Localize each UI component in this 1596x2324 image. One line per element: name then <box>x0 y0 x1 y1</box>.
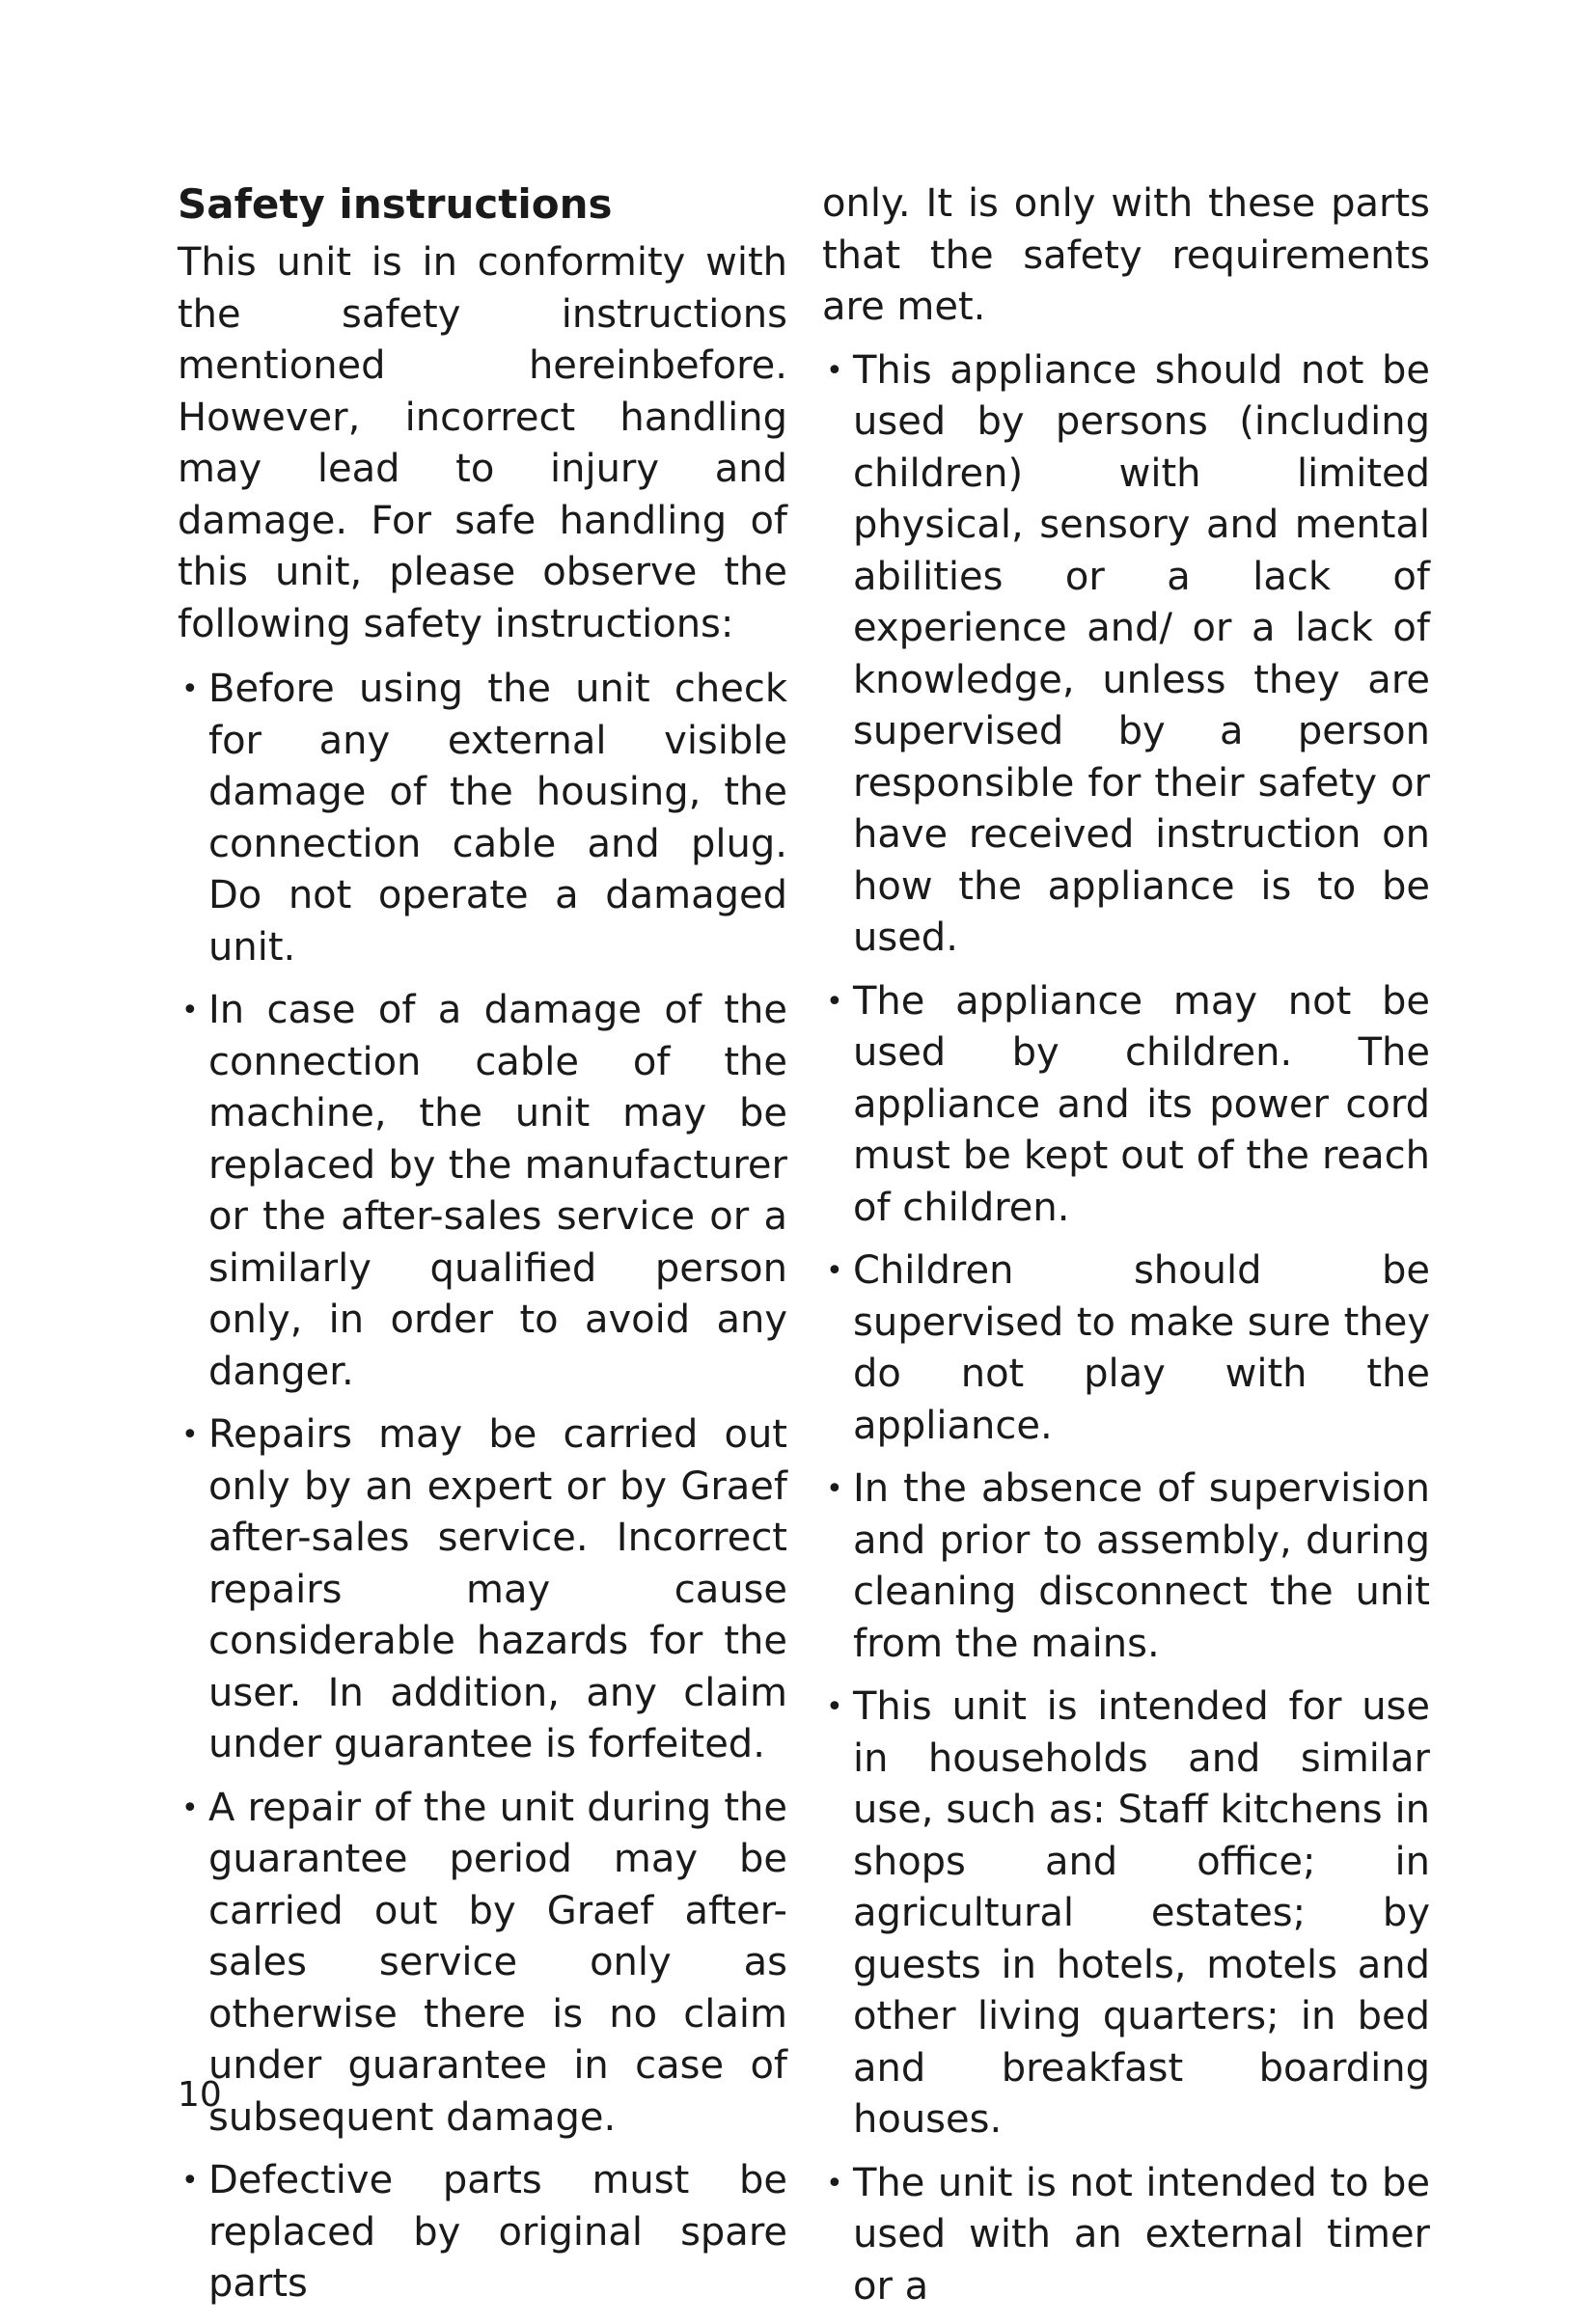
bullet-icon: • <box>181 1418 199 1452</box>
left-safety-list <box>178 664 787 2310</box>
list-item-text: In the absence of supervision and prior to assembly, during cleaning disconnect the unit from the mains. <box>853 1466 1430 1666</box>
list-item <box>178 1409 787 1771</box>
right-safety-list <box>822 345 1430 2313</box>
bullet-icon: • <box>181 2164 199 2198</box>
list-item <box>822 1245 1430 1452</box>
page-number: 10 <box>178 2075 222 2115</box>
bullet-icon: • <box>826 1472 843 1506</box>
right-column <box>822 178 1430 2324</box>
bullet-icon: • <box>826 353 843 388</box>
left-column <box>178 178 787 2322</box>
intro-paragraph: This unit is in conformity with the safety instructions mentioned hereinbefore. However, incorrect handling may lead to injury and damage. For safe handling of this unit, please observe the following safety instructions: <box>178 240 787 646</box>
list-item <box>822 2158 1430 2313</box>
list-item-text: Defective parts must be replaced by original spare parts <box>208 2158 787 2306</box>
list-item-text: The appliance may not be used by children. The appliance and its power cord must be kept out of the reach of children. <box>853 978 1430 1230</box>
bullet-icon: • <box>181 672 199 706</box>
bullet-icon: • <box>826 1254 843 1288</box>
list-item <box>822 1463 1430 1670</box>
list-item <box>178 985 787 1398</box>
continued-list-item-text: only. It is only with these parts that the safety requirements are met. <box>822 181 1430 329</box>
list-item <box>822 1681 1430 2146</box>
list-item-text: Children should be supervised to make sure they do not play with the appliance. <box>853 1248 1430 1448</box>
list-item <box>822 976 1430 1235</box>
list-item-text: The unit is not intended to be used with an external timer or a <box>853 2160 1430 2309</box>
list-item-text: Repairs may be carried out only by an expert or by Graef after-sales service. Incorrect repairs may cause considerable hazards for the user. In addition, any claim under guarantee is forfeited. <box>208 1412 787 1766</box>
list-item-text: A repair of the unit during the guarantee period may be carried out by Graef after-sales service only as otherwise there is no claim under guarantee in case of subsequent damage. <box>208 1785 787 2140</box>
bullet-icon: • <box>181 1791 199 1825</box>
list-item-text: In case of a damage of the connection cable of the machine, the unit may be replaced by the manufacturer or the after-sales service or a similarly qualified person only, in order to avoid any danger. <box>208 988 787 1394</box>
list-item <box>822 345 1430 965</box>
bullet-icon: • <box>826 2166 843 2201</box>
bullet-icon: • <box>826 984 843 1019</box>
list-item <box>178 664 787 973</box>
list-item <box>178 1783 787 2145</box>
bullet-icon: • <box>181 994 199 1027</box>
section-heading: Safety instructions <box>178 180 613 228</box>
list-item-text: This unit is intended for use in households and similar use, such as: Staff kitchens in shops and office; in agricultural estates; by guests in hotels, motels and other living quarters; in bed and breakfast boarding houses. <box>853 1684 1430 2142</box>
list-item-text: This appliance should not be used by persons (including children) with limited physical, sensory and mental abilities or a lack of experience and/ or a lack of knowledge, unless they are supervised by a person responsible for their safety or have received instruction on how the appliance is to be used. <box>853 347 1430 960</box>
bullet-icon: • <box>826 1690 843 1724</box>
list-item-text: Before using the unit check for any external visible damage of the housing, the connection cable and plug. Do not operate a damaged unit. <box>208 667 787 970</box>
list-item <box>178 2155 787 2310</box>
